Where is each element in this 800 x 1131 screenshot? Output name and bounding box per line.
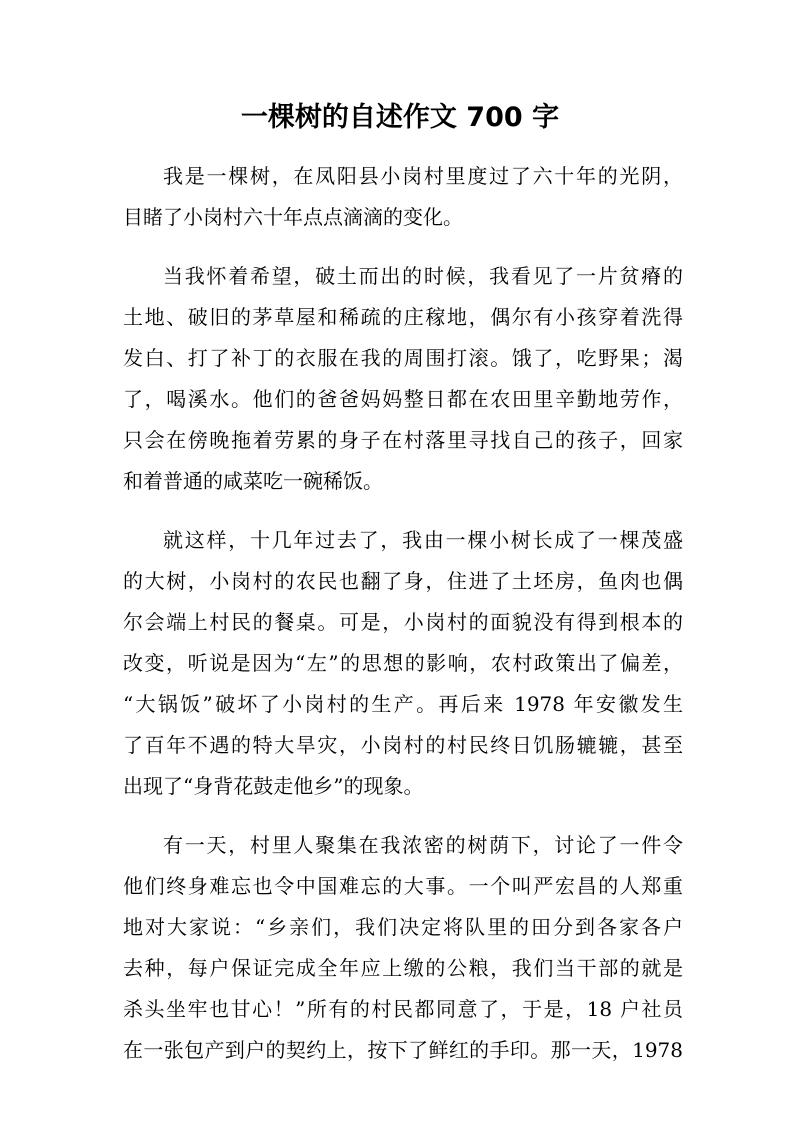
paragraph-4: [123, 825, 683, 1071]
paragraph-line: 尔会端上村民的餐桌。可是，小岗村的面貌没有得到根本的: [123, 610, 683, 634]
paragraph-line: 地对大家说：“乡亲们，我们决定将队里的田分到各家各户: [123, 915, 683, 939]
document-body: [123, 156, 683, 1089]
paragraph-1: [123, 156, 683, 238]
paragraph-line: 我是一棵树，在凤阳县小岗村里度过了六十年的光阴，: [163, 164, 683, 188]
paragraph-line: 有一天，村里人聚集在我浓密的树荫下，讨论了一件令: [163, 833, 683, 857]
paragraph-line: 的大树，小岗村的农民也翻了身，住进了土坯房，鱼肉也偶: [123, 569, 683, 593]
paragraph-line: 杀头坐牢也甘心！”所有的村民都同意了，于是，18 户社员: [123, 997, 683, 1021]
paragraph-line: 只会在傍晚拖着劳累的身子在村落里寻找自己的孩子，回家: [123, 428, 683, 452]
paragraph-line: “大锅饭”破坏了小岗村的生产。再后来 1978 年安徽发生: [123, 692, 683, 716]
paragraph-line: 改变，听说是因为“左”的思想的影响，农村政策出了偏差，: [123, 651, 683, 675]
paragraph-line: 和着普通的咸菜吃一碗稀饭。: [123, 469, 383, 493]
paragraph-line: 就这样，十几年过去了，我由一棵小树长成了一棵茂盛: [163, 528, 683, 552]
paragraph-line: 他们终身难忘也令中国难忘的大事。一个叫严宏昌的人郑重: [123, 874, 683, 898]
paragraph-2: [123, 256, 683, 502]
paragraph-line: 在一张包产到户的契约上，按下了鲜红的手印。那一天，1978: [123, 1038, 683, 1062]
document-title: 一棵树的自述作文 700 字: [240, 102, 560, 133]
paragraph-3: [123, 520, 683, 807]
paragraph-line: 目睹了小岗村六十年点点滴滴的变化。: [123, 205, 463, 229]
paragraph-line: 去种，每户保证完成全年应上缴的公粮，我们当干部的就是: [123, 956, 683, 980]
paragraph-line: 当我怀着希望，破土而出的时候，我看见了一片贫瘠的: [163, 264, 683, 288]
paragraph-line: 了百年不遇的特大旱灾，小岗村的村民终日饥肠辘辘，甚至: [123, 733, 683, 757]
paragraph-line: 出现了“身背花鼓走他乡”的现象。: [123, 774, 424, 798]
paragraph-line: 发白、打了补丁的衣服在我的周围打滚。饿了，吃野果；渴: [123, 346, 683, 370]
paragraph-line: 了，喝溪水。他们的爸爸妈妈整日都在农田里辛勤地劳作，: [123, 387, 683, 411]
paragraph-line: 土地、破旧的茅草屋和稀疏的庄稼地，偶尔有小孩穿着洗得: [123, 305, 683, 329]
